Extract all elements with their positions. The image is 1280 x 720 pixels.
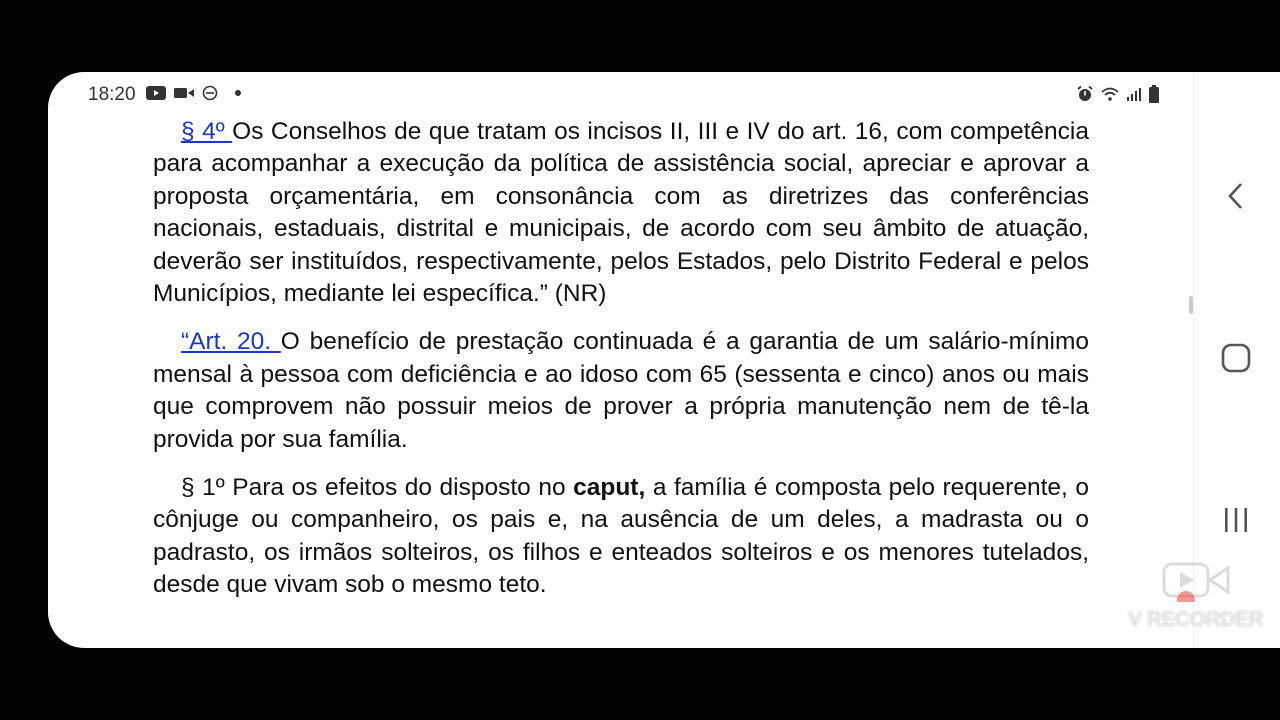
section-4-link[interactable]: § 4º <box>181 118 233 145</box>
youtube-icon <box>146 85 166 101</box>
paragraph-1-prefix: § 1º Para os efeitos do disposto no <box>181 474 574 502</box>
wifi-icon <box>1100 86 1120 102</box>
status-bar <box>48 72 1194 116</box>
watermark-text: V RECORDER <box>1128 608 1264 631</box>
article-20-link[interactable]: “Art. 20. <box>181 328 281 356</box>
battery-icon <box>1148 85 1160 103</box>
paragraph-1-text: a família é composta pelo requerente, o cônjuge ou companheiro, os pais e, na ausência de um deles, a madrasta ou o padrasto, os irmãos solteiros, os filhos e enteados solteiros e os menores tutelados, desde que vivam sob o mesmo teto. <box>153 474 1089 599</box>
video-camera-icon <box>174 85 194 101</box>
status-time: 18:20 <box>88 84 136 105</box>
recent-apps-button[interactable] <box>1216 500 1256 540</box>
back-button[interactable] <box>1216 176 1256 216</box>
recent-apps-icon <box>1222 506 1250 534</box>
article-20 <box>153 326 1089 456</box>
home-button[interactable] <box>1216 338 1256 378</box>
paragraph-4-text: Os Conselhos de que tratam os incisos II, III e IV do art. 16, com competência para acompanhar a execução da política de assistência social, apreciar e aprovar a proposta orçamentária, em consonância com as diretrizes das conferências nacionais, estaduais, distrital e municipais, de acordo com seu âmbito de atuação, deverão ser instituídos, respectivamente, pelos Estados, pelo Distrito Federal e pelos Municípios, mediante lei específica.” (NR) <box>153 118 1089 308</box>
document-content <box>153 116 1089 618</box>
camera-logo-icon <box>1162 558 1232 602</box>
paragraph-4 <box>153 116 1089 310</box>
dot-icon <box>226 85 242 101</box>
caput-term: caput, <box>573 474 646 502</box>
signal-icon <box>1126 86 1142 102</box>
phone-screen <box>48 72 1280 648</box>
back-chevron-icon <box>1226 181 1246 211</box>
home-icon <box>1221 343 1251 373</box>
alarm-icon <box>1076 85 1094 103</box>
article-20-text: O benefício de prestação continuada é a garantia de um salário-mínimo mensal à pessoa com deficiência e ao idoso com 65 (sessenta e cinco) anos ou mais que comprovem não possuir meios de prover a própria manutenção nem de tê-la provida por sua família. <box>153 328 1090 453</box>
paragraph-1 <box>153 472 1089 602</box>
do-not-disturb-icon <box>202 85 218 101</box>
recorder-watermark <box>1128 558 1268 638</box>
